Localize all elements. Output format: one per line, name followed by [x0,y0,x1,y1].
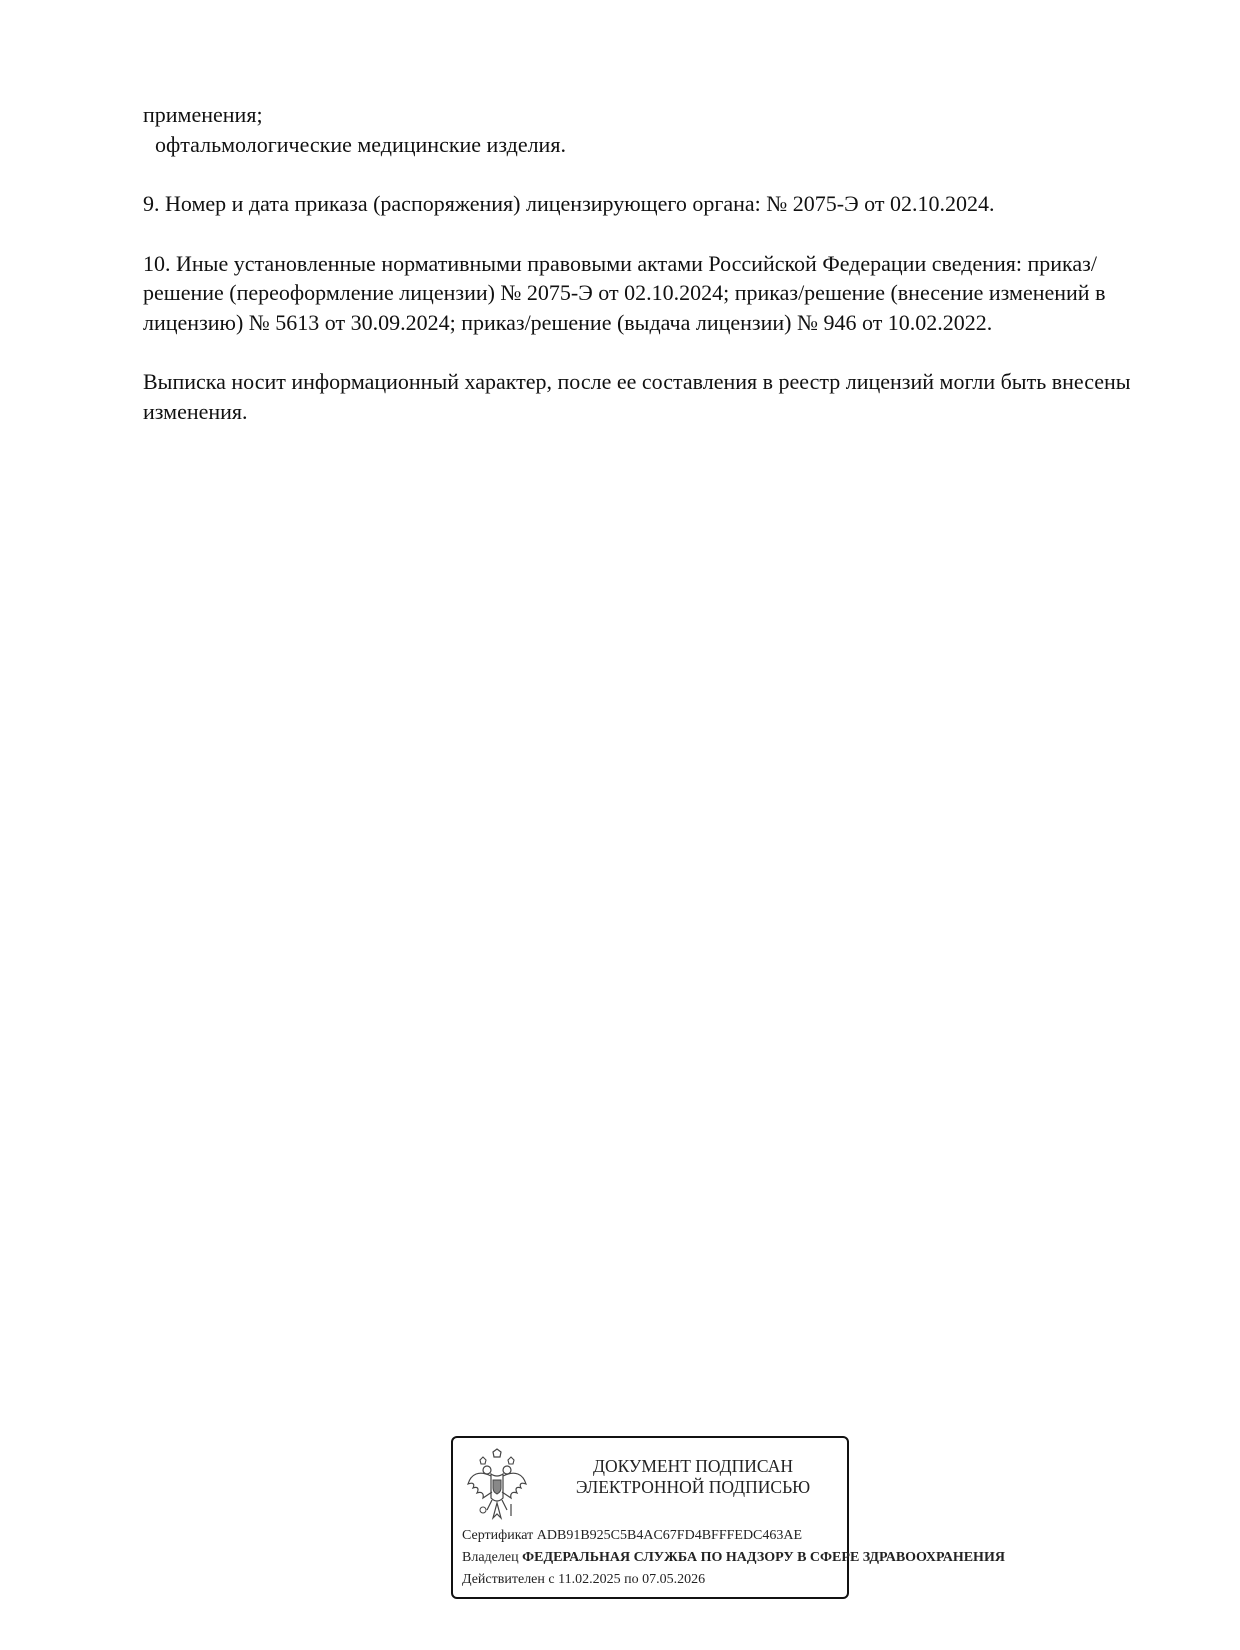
owner-label: Владелец [462,1550,519,1565]
paragraph-gap [143,337,1153,367]
paragraph-gap [143,159,1153,189]
stamp-title [543,1456,843,1498]
info-notice: Выписка носит информационный характер, после ее составления в реестр лицензий могли быть внесены изменения. [143,369,1131,424]
validity-line: Действителен с 11.02.2025 по 07.05.2026 [462,1572,706,1587]
owner-line [462,1550,1005,1566]
certificate-line [462,1528,802,1544]
certificate-value: ADB91B925C5B4AC67FD4BFFFEDC463AE [536,1528,803,1543]
coat-of-arms-icon [465,1448,529,1524]
stamp-title-line: ЭЛЕКТРОННОЙ ПОДПИСЬЮ [575,1477,811,1497]
owner-value: ФЕДЕРАЛЬНАЯ СЛУЖБА ПО НАДЗОРУ В СФЕРЕ ЗДРАВООХРАНЕНИЯ [522,1550,1005,1565]
stamp-title-line: ДОКУМЕНТ ПОДПИСАН [593,1456,793,1476]
text-line: офтальмологические медицинские изделия. [155,131,566,157]
item-9-order: 9. Номер и дата приказа (распоряжения) лицензирующего органа: № 2075-Э от 02.10.2024. [143,191,995,216]
document-body [143,100,1153,426]
text-line: применения; [143,102,263,127]
e-signature-stamp [451,1436,1005,1599]
item-10-other-info: 10. Иные установленные нормативными правовыми актами Российской Федерации сведения: приказ/решение (переоформление лицензии) № 2075-Э от 02.10.2024; приказ/решение (внесение изменений в лицензию) № 5613 от 30.09.2024; приказ/решение (выдача лицензии) № 946 от 10.02.2022. [143,250,1106,335]
paragraph-gap [143,219,1153,249]
certificate-label: Сертификат [462,1528,534,1543]
